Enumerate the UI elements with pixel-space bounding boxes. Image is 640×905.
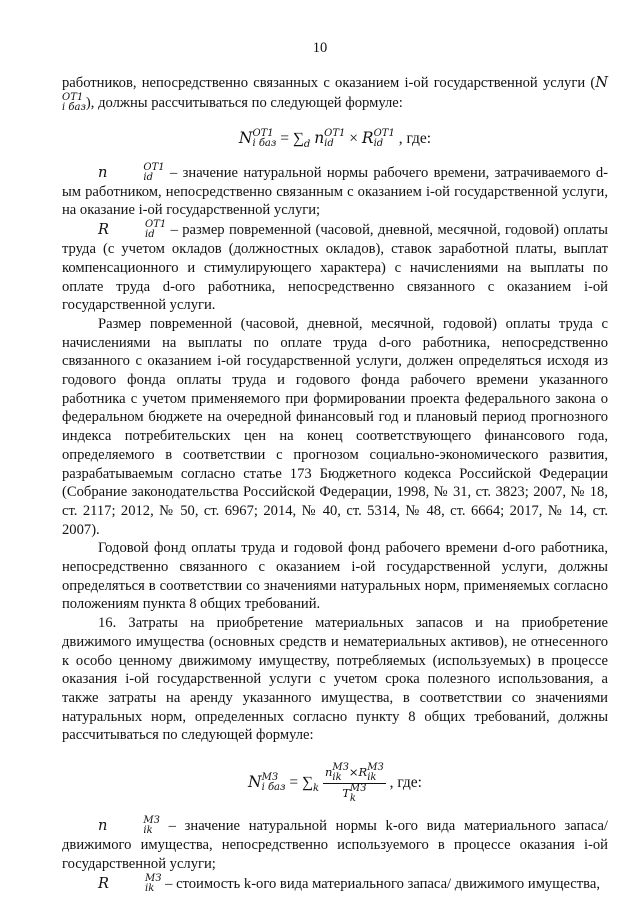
definition-r-ik: R МЗ ik – стоимость k-ого вида материального запаса/ движимого имущества, xyxy=(98,872,600,894)
page-number: 10 xyxy=(312,40,328,56)
document-body xyxy=(62,74,608,894)
formula-fraction: n МЗ ik ×R МЗ ik T МЗ k xyxy=(324,762,384,805)
definition-r-id: R ОТ1 id – размер повременной (часовой, дневной, месячной, годовой) оплаты труда (с учетом окладов (должностных окладов), ставок заработной платы, выплат компенсационного и стимулирующего характера) с начислениями на выплаты по оплате труда d-ого работника, непосредственно связанного с оказанием i-ой государственной услуги. xyxy=(62,219,608,314)
formula-labor-cost: N ОТ1 i баз = $\sum_d$ n ОТ1 id × R ОТ1 id , где: xyxy=(238,127,432,150)
paragraph-item-16: 16. Затраты на приобретение материальных запасов и на приобретение движимого имущества (основных средств и нематериальных активов), не отнесенного к особо ценному движимому имуществу, потребляемых (используемых) в процессе оказания i-ой государственной услуги с учетом срока полезного использования, а также затраты на аренду указанного имущества, в соответствии со значениями натуральных норм, определенных согласно пункту 8 общих требований, должны рассчитываться по следующей формуле: xyxy=(62,615,608,744)
paragraph-annual-fund: Годовой фонд оплаты труда и годовой фонд рабочего времени d-ого работника, непосредственно связанного с оказанием i-ой государственной услуги, должны определяться в соответствии со значениями натуральных норм, применяемых согласно положениям пункта 8 общих требований. xyxy=(62,540,608,613)
formula-material-cost: N МЗ i баз = $\sum_k$ n МЗ ik ×R МЗ ik T МЗ k , где: xyxy=(248,762,422,805)
definition-n-id: n ОТ1 id – значение натуральной нормы рабочего времени, затрачиваемого d-ым работником, непосредственно связанным с оказанием i-ой государственной услуги, на оказание i-ой государственной услуги; xyxy=(62,161,608,219)
paragraph-payment-size: Размер повременной (часовой, дневной, месячной, годовой) оплаты труда с начислениями на выплаты по оплате труда d-ого работника, непосредственно связанного с оказанием i-ой государственной услуги, должен определяться исходя из годового фонда оплаты труда и годового фонда рабочего времени указанного работника с учетом применяемого при формировании проекта федерального закона о федеральном бюджете на очередной финансовый год и плановый период прогнозного индекса потребительских цен на конец соответствующего финансового года, определяемого в соответствии с прогнозом социально-экономического развития, разрабатываемым согласно статье 173 Бюджетного кодекса Российской Федерации (Собрание законодательства Российской Федерации, 1998, № 31, ст. 3823; 2007, № 18, ст. 2117; 2012, № 50, ст. 6967; 2014, № 40, ст. 5314, № 48, ст. 6664; 2017, № 14, ст. 2007). xyxy=(62,315,608,538)
paragraph-intro: работников, непосредственно связанных с оказанием i-ой государственной услуги (N ОТ1 i баз ), должны рассчитываться по следующей формуле: xyxy=(62,74,608,113)
symbol-n-ot1-base: N ОТ1 i баз xyxy=(62,74,608,113)
definition-n-ik: n МЗ ik – значение натуральной нормы k-ого вида материального запаса/ движимого имущества, непосредственно используемого в процессе оказания i-ой государственной услуги; xyxy=(62,815,608,872)
